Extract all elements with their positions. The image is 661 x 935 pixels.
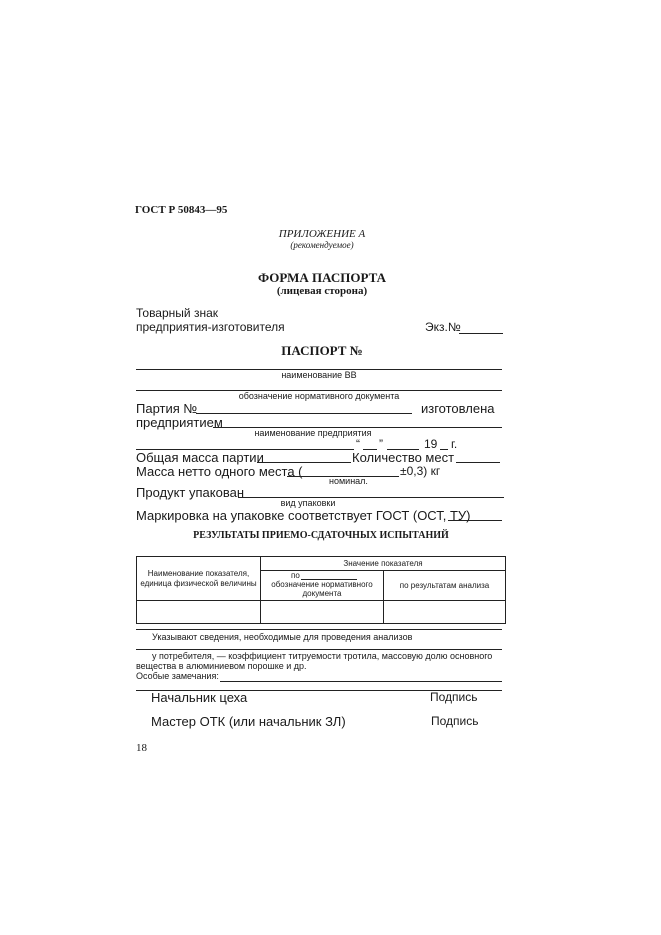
results-table — [136, 556, 506, 624]
norm-col-by-label: по — [291, 571, 300, 580]
quote-open: “ — [356, 437, 360, 451]
copy-number-field[interactable] — [459, 333, 503, 334]
value-header-label: Значение показателя — [343, 559, 423, 568]
passport-title: ПАСПОРТ № — [281, 343, 363, 358]
results-cell-norm[interactable] — [261, 601, 384, 624]
form-title: ФОРМА ПАСПОРТА — [257, 270, 386, 285]
packed-label: Продукт упакован — [136, 485, 245, 500]
indicator-name-header — [137, 557, 261, 601]
year-suffix: г. — [451, 437, 458, 451]
results-cell-analysis[interactable] — [384, 601, 506, 624]
appendix-note: (рекомендуемое) — [290, 240, 354, 250]
qc-master-signature: Подпись — [431, 714, 479, 728]
results-title: РЕЗУЛЬТАТЫ ПРИЕМО-СДАТОЧНЫХ ИСПЫТАНИЙ — [193, 530, 449, 541]
qc-master-label: Мастер ОТК (или начальник ЗЛ) — [151, 714, 346, 729]
manufactured-label: изготовлена — [421, 401, 495, 416]
tolerance-label: ±0,3) кг — [400, 464, 441, 478]
norm-col-caption — [261, 580, 383, 598]
standard-header: ГОСТ Р 50843—95 — [135, 204, 228, 216]
consumer-note-line1: у потребителя, — коэффициент титруемости тротила, массовую долю основного — [152, 651, 493, 661]
copy-number-label: Экз.№ — [425, 320, 461, 334]
special-remarks-label: Особые замечания: — [136, 671, 219, 681]
by-enterprise-label: предприятием — [136, 415, 223, 430]
total-mass-field[interactable] — [257, 462, 351, 463]
special-remarks-field[interactable] — [220, 681, 502, 682]
package-type-caption: вид упаковки — [280, 498, 336, 508]
norm-col-caption-line1: обозначение нормативного — [271, 580, 373, 589]
enterprise-caption: наименование предприятия — [254, 428, 372, 438]
manufacturer-label: предприятия-изготовителя — [136, 320, 285, 334]
norm-col-caption-line2: документа — [302, 589, 342, 598]
form-subtitle: (лицевая сторона) — [276, 285, 368, 297]
norm-doc-caption: обозначение нормативного документа — [238, 391, 400, 401]
batch-number-field[interactable] — [196, 413, 412, 414]
indicator-name-header-line2: единица физической величины — [140, 578, 257, 588]
notes-line-2[interactable] — [136, 649, 502, 650]
indicator-name-header-line1: Наименование показателя, — [147, 568, 250, 578]
trademark-label: Товарный знак — [136, 306, 218, 320]
places-count-field[interactable] — [456, 462, 500, 463]
batch-label: Партия № — [136, 401, 198, 416]
analysis-col-label: по результатам анализа — [399, 581, 490, 590]
marking-standard-field[interactable] — [448, 520, 502, 521]
vv-name-caption: наименование ВВ — [281, 370, 357, 380]
shop-head-label: Начальник цеха — [151, 690, 248, 705]
quote-close: ” — [379, 437, 383, 451]
appendix-title: ПРИЛОЖЕНИЕ А — [278, 228, 366, 240]
analysis-info-note: Указывают сведения, необходимые для проведения анализов — [152, 632, 413, 642]
shop-head-signature: Подпись — [430, 690, 478, 704]
notes-line-1[interactable] — [136, 629, 502, 630]
marking-label: Маркировка на упаковке соответствует ГОСТ (ОСТ, ТУ) — [136, 508, 471, 523]
indicator-value-header — [261, 557, 506, 601]
net-mass-label: Масса нетто одного места ( — [136, 464, 303, 479]
results-cell-name[interactable] — [137, 601, 261, 624]
page-number: 18 — [136, 742, 147, 754]
consumer-note-line2: вещества в алюминиевом порошке и др. — [136, 661, 307, 671]
nominal-caption: номинал. — [329, 476, 368, 486]
year-prefix: 19 — [424, 437, 438, 451]
total-mass-label: Общая масса партии — [136, 450, 264, 465]
places-count-label: Количество мест — [352, 450, 455, 465]
